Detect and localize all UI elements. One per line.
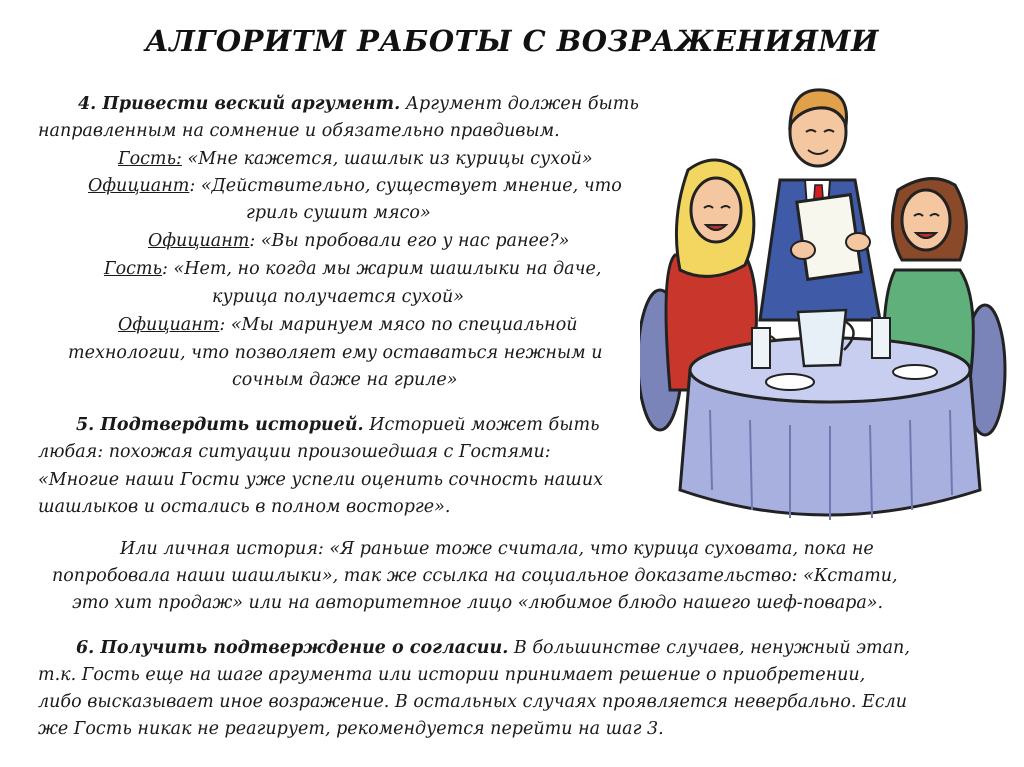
step6-intro: В большинстве случаев, ненужный этап, — [508, 638, 910, 658]
speaker-label: Гость: — [118, 149, 182, 169]
speaker-label: Гость — [104, 259, 163, 279]
dialogue-line — [246, 202, 431, 224]
speaker-label: Официант — [88, 176, 190, 196]
slide-title: АЛГОРИТМ РАБОТЫ С ВОЗРАЖЕНИЯМИ — [145, 24, 879, 58]
step5-line: любая: похожая ситуации произошедшая с Гостями: — [38, 442, 551, 462]
speaker-label: Официант — [118, 315, 220, 335]
dialogue-text: : «Нет, но когда мы жарим шашлыки на даче, — [162, 259, 602, 279]
step6-line: же Гость никак не реагирует, рекомендуется перейти на шаг 3. — [38, 719, 664, 739]
step4-intro: Аргумент должен быть — [400, 94, 639, 114]
dialogue-line — [212, 286, 464, 308]
step5-intro: Историей может быть — [363, 415, 600, 435]
personal-story-line: попробовала наши шашлыки», так же ссылка на социальное доказательство: «Кстати, — [52, 566, 898, 586]
step5-line: шашлыков и остались в полном восторге». — [38, 497, 451, 517]
step6-heading: 6. Получить подтверждение о согласии. — [76, 638, 509, 658]
dialogue-text: : «Мы маринуем мясо по специальной — [219, 315, 578, 335]
personal-story-line: это хит продаж» или на авторитетное лицо «любимое блюдо нашего шеф-повара». — [72, 593, 884, 613]
dialogue-text: «Мне кажется, шашлык из курицы сухой» — [181, 149, 593, 169]
dialogue-line — [68, 342, 603, 364]
step5-heading: 5. Подтвердить историей. — [76, 415, 364, 435]
dialogue-text: сочным даже на гриле» — [232, 370, 458, 390]
dialogue-line — [148, 230, 569, 252]
step6-line: либо высказывает иное возражение. В остальных случаях проявляется невербально. Если — [38, 692, 908, 712]
step4-heading: 4. Привести веский аргумент. — [78, 94, 401, 114]
dialogue-text: гриль сушит мясо» — [246, 203, 431, 223]
dialogue-text: курица получается сухой» — [212, 287, 464, 307]
step5-line1 — [76, 414, 600, 436]
step6-line1 — [76, 637, 910, 659]
dialogue-line — [104, 258, 601, 280]
dialogue-line — [118, 314, 578, 336]
step4-line2: направленным на сомнение и обязательно правдивым. — [38, 121, 560, 141]
step5-line: «Многие наши Гости уже успели оценить сочность наших — [38, 470, 603, 490]
speaker-label: Официант — [148, 231, 250, 251]
personal-story-line: Или личная история: «Я раньше тоже считала, что курица суховата, пока не — [120, 539, 874, 559]
dialogue-text: : «Действительно, существует мнение, что — [189, 176, 622, 196]
step6-line: т.к. Гость еще на шаге аргумента или истории принимает решение о приобретении, — [38, 665, 866, 685]
dialogue-line — [118, 148, 593, 170]
dialogue-line — [88, 175, 622, 197]
restaurant-waiter-guests-illustration — [640, 70, 1010, 520]
dialogue-text: технологии, что позволяет ему оставаться нежным и — [68, 343, 603, 363]
step4-line1 — [78, 93, 639, 115]
dialogue-line — [232, 369, 457, 391]
dialogue-text: : «Вы пробовали его у нас ранее?» — [249, 231, 570, 251]
